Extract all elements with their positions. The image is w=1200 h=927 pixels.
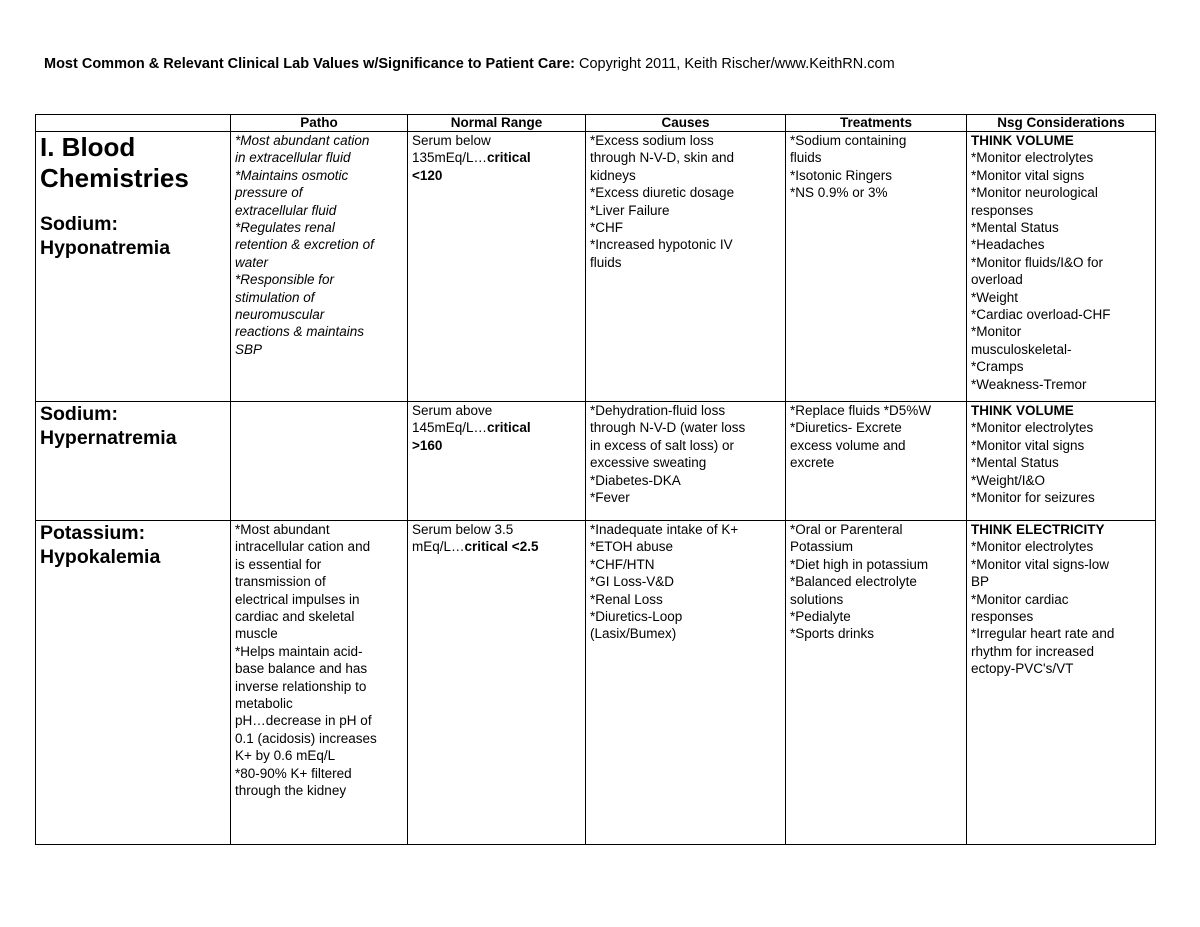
- patho-line: retention & excretion of: [235, 237, 374, 253]
- normal-range-cell: [408, 402, 586, 521]
- lab-values-table: [35, 114, 1156, 845]
- page-title: [44, 56, 895, 72]
- nsg-line: *Monitor neurological: [971, 185, 1098, 201]
- condition-label-line: Hypokalemia: [40, 546, 161, 568]
- nsg-line: *Weight: [971, 289, 1019, 305]
- header-cell-treatments: Treatments: [786, 115, 967, 132]
- header-cell-nsg-considerations: Nsg Considerations: [967, 115, 1156, 132]
- table-row: [36, 521, 1156, 845]
- causes-line: *Liver Failure: [590, 202, 670, 218]
- nsg-line: musculoskeletal-: [971, 341, 1072, 357]
- condition-label-line: Sodium:: [40, 213, 118, 235]
- nsg-considerations-cell: [967, 521, 1156, 845]
- treatments-line: fluids: [790, 150, 822, 166]
- patho-line: base balance and has: [235, 661, 368, 677]
- patho-line: *Helps maintain acid-: [235, 643, 363, 659]
- patho-cell: [231, 132, 408, 402]
- causes-line: *Excess diuretic dosage: [590, 185, 735, 201]
- causes-line: *CHF: [590, 220, 623, 236]
- condition-label-line: Potassium:: [40, 522, 146, 544]
- causes-line: through N-V-D, skin and: [590, 150, 735, 166]
- nsg-line: *Monitor vital signs: [971, 437, 1085, 453]
- nsg-line: *Mental Status: [971, 220, 1059, 236]
- patho-line: *Maintains osmotic: [235, 167, 349, 183]
- patho-line: inverse relationship to: [235, 678, 367, 694]
- patho-line: water: [235, 254, 269, 270]
- causes-line: *CHF/HTN: [590, 556, 655, 572]
- section-heading-line: Chemistries: [40, 163, 189, 193]
- patho-line: reactions & maintains: [235, 324, 365, 340]
- critical-value: >160: [412, 437, 443, 453]
- condition-label-line: Hyponatremia: [40, 237, 171, 259]
- nsg-line: ectopy-PVC's/VT: [971, 661, 1074, 677]
- section-heading-line: I. Blood: [40, 132, 136, 162]
- nsg-line: *Monitor for seizures: [971, 490, 1095, 506]
- treatments-cell: [786, 132, 967, 402]
- treatments-line: *Oral or Parenteral: [790, 522, 903, 537]
- treatments-line: excrete: [790, 455, 835, 471]
- treatments-cell: [786, 402, 967, 521]
- nsg-line: *Monitor vital signs: [971, 167, 1085, 183]
- critical-label: critical: [487, 420, 531, 436]
- causes-cell: [586, 402, 786, 521]
- patho-line: *Regulates renal: [235, 220, 335, 236]
- nsg-considerations-cell: [967, 402, 1156, 521]
- patho-line: in extracellular fluid: [235, 150, 351, 166]
- nsg-line: rhythm for increased: [971, 643, 1095, 659]
- patho-line: extracellular fluid: [235, 202, 337, 218]
- causes-line: through N-V-D (water loss: [590, 420, 746, 436]
- patho-cell: [231, 402, 408, 521]
- patho-line: neuromuscular: [235, 307, 325, 323]
- normal-range-cell: [408, 132, 586, 402]
- causes-line: *Inadequate intake of K+: [590, 522, 739, 537]
- nsg-line: *Cardiac overload-CHF: [971, 307, 1111, 323]
- patho-line: through the kidney: [235, 783, 347, 799]
- range-value: mEq/L…: [412, 539, 465, 555]
- patho-line: *Most abundant cation: [235, 133, 370, 148]
- header-cell-causes: Causes: [586, 115, 786, 132]
- causes-line: (Lasix/Bumex): [590, 626, 677, 642]
- patho-line: electrical impulses in: [235, 591, 360, 607]
- patho-line: *Responsible for: [235, 272, 335, 288]
- treatments-line: *Replace fluids *D5%W: [790, 403, 932, 418]
- nsg-heading: THINK VOLUME: [971, 133, 1074, 148]
- treatments-line: *Sodium containing: [790, 133, 907, 148]
- header-row: [36, 115, 1156, 132]
- treatments-cell: [786, 521, 967, 845]
- range-value-line: [412, 149, 581, 166]
- critical-label: critical <2.5: [464, 539, 539, 555]
- nsg-line: *Monitor electrolytes: [971, 420, 1094, 436]
- patho-line: SBP: [235, 341, 263, 357]
- patho-line: *Most abundant: [235, 522, 330, 537]
- label-cell: [36, 402, 231, 521]
- condition-label-line: Sodium:: [40, 403, 118, 425]
- treatments-line: *Isotonic Ringers: [790, 167, 893, 183]
- table-row: [36, 402, 1156, 521]
- header-cell-patho: Patho: [231, 115, 408, 132]
- causes-line: *Diabetes-DKA: [590, 472, 681, 488]
- nsg-line: *Headaches: [971, 237, 1045, 253]
- treatments-line: *Diuretics- Excrete: [790, 420, 902, 436]
- header-cell-normal-range: Normal Range: [408, 115, 586, 132]
- treatments-line: excess volume and: [790, 437, 906, 453]
- patho-line: stimulation of: [235, 289, 315, 305]
- range-line: Serum below: [412, 133, 491, 148]
- nsg-line: *Monitor cardiac: [971, 591, 1069, 607]
- causes-line: *Excess sodium loss: [590, 133, 714, 148]
- title-copyright: Copyright 2011, Keith Rischer/www.KeithRN.com: [574, 56, 895, 72]
- causes-line: in excess of salt loss) or: [590, 437, 735, 453]
- nsg-line: *Mental Status: [971, 455, 1059, 471]
- causes-line: excessive sweating: [590, 455, 707, 471]
- nsg-line: *Monitor electrolytes: [971, 539, 1094, 555]
- causes-line: *Renal Loss: [590, 591, 663, 607]
- label-cell: [36, 132, 231, 402]
- nsg-heading: THINK VOLUME: [971, 403, 1074, 418]
- label-cell: [36, 521, 231, 845]
- nsg-considerations-cell: [967, 132, 1156, 402]
- nsg-line: responses: [971, 609, 1034, 625]
- treatments-line: *Sports drinks: [790, 626, 875, 642]
- treatments-line: *Balanced electrolyte: [790, 574, 917, 590]
- table-row: [36, 132, 1156, 402]
- nsg-line: *Monitor vital signs-low: [971, 556, 1110, 572]
- patho-line: intracellular cation and: [235, 539, 371, 555]
- nsg-line: overload: [971, 272, 1023, 288]
- nsg-line: *Weakness-Tremor: [971, 376, 1087, 392]
- causes-line: *Dehydration-fluid loss: [590, 403, 726, 418]
- patho-line: pressure of: [235, 185, 303, 201]
- treatments-line: solutions: [790, 591, 844, 607]
- causes-cell: [586, 132, 786, 402]
- nsg-line: *Cramps: [971, 359, 1024, 375]
- patho-line: muscle: [235, 626, 278, 642]
- range-line: Serum below 3.5: [412, 522, 514, 537]
- causes-line: *ETOH abuse: [590, 539, 674, 555]
- causes-line: *GI Loss-V&D: [590, 574, 675, 590]
- nsg-line: *Monitor: [971, 324, 1022, 340]
- patho-line: is essential for: [235, 556, 322, 572]
- patho-line: 0.1 (acidosis) increases: [235, 730, 377, 746]
- treatments-line: *Pedialyte: [790, 609, 851, 625]
- critical-label: critical: [487, 150, 531, 166]
- title-bold: Most Common & Relevant Clinical Lab Values w/Significance to Patient Care:: [44, 56, 575, 72]
- nsg-line: responses: [971, 202, 1034, 218]
- causes-line: *Diuretics-Loop: [590, 609, 683, 625]
- critical-value: <120: [412, 167, 443, 183]
- treatments-line: *Diet high in potassium: [790, 556, 929, 572]
- causes-line: *Fever: [590, 490, 630, 506]
- condition-label-line: Hypernatremia: [40, 427, 177, 449]
- nsg-line: *Irregular heart rate and: [971, 626, 1115, 642]
- patho-line: cardiac and skeletal: [235, 609, 355, 625]
- nsg-line: BP: [971, 574, 990, 590]
- patho-cell: [231, 521, 408, 845]
- causes-line: fluids: [590, 254, 622, 270]
- range-value: 145mEq/L…: [412, 420, 488, 436]
- patho-line: metabolic: [235, 696, 293, 712]
- patho-line: pH…decrease in pH of: [235, 713, 372, 729]
- patho-line: K+ by 0.6 mEq/L: [235, 748, 336, 764]
- range-value-line: [412, 538, 581, 555]
- treatments-line: Potassium: [790, 539, 854, 555]
- nsg-line: *Weight/I&O: [971, 472, 1046, 488]
- patho-line: *80-90% K+ filtered: [235, 765, 352, 781]
- normal-range-cell: [408, 521, 586, 845]
- nsg-line: *Monitor electrolytes: [971, 150, 1094, 166]
- range-value: 135mEq/L…: [412, 150, 488, 166]
- range-line: Serum above: [412, 403, 493, 418]
- nsg-line: *Monitor fluids/I&O for: [971, 254, 1104, 270]
- causes-line: kidneys: [590, 167, 636, 183]
- causes-cell: [586, 521, 786, 845]
- range-value-line: [412, 419, 581, 436]
- patho-line: transmission of: [235, 574, 326, 590]
- causes-line: *Increased hypotonic IV: [590, 237, 733, 253]
- treatments-line: *NS 0.9% or 3%: [790, 185, 888, 201]
- nsg-heading: THINK ELECTRICITY: [971, 522, 1105, 537]
- header-cell-label: [36, 115, 231, 132]
